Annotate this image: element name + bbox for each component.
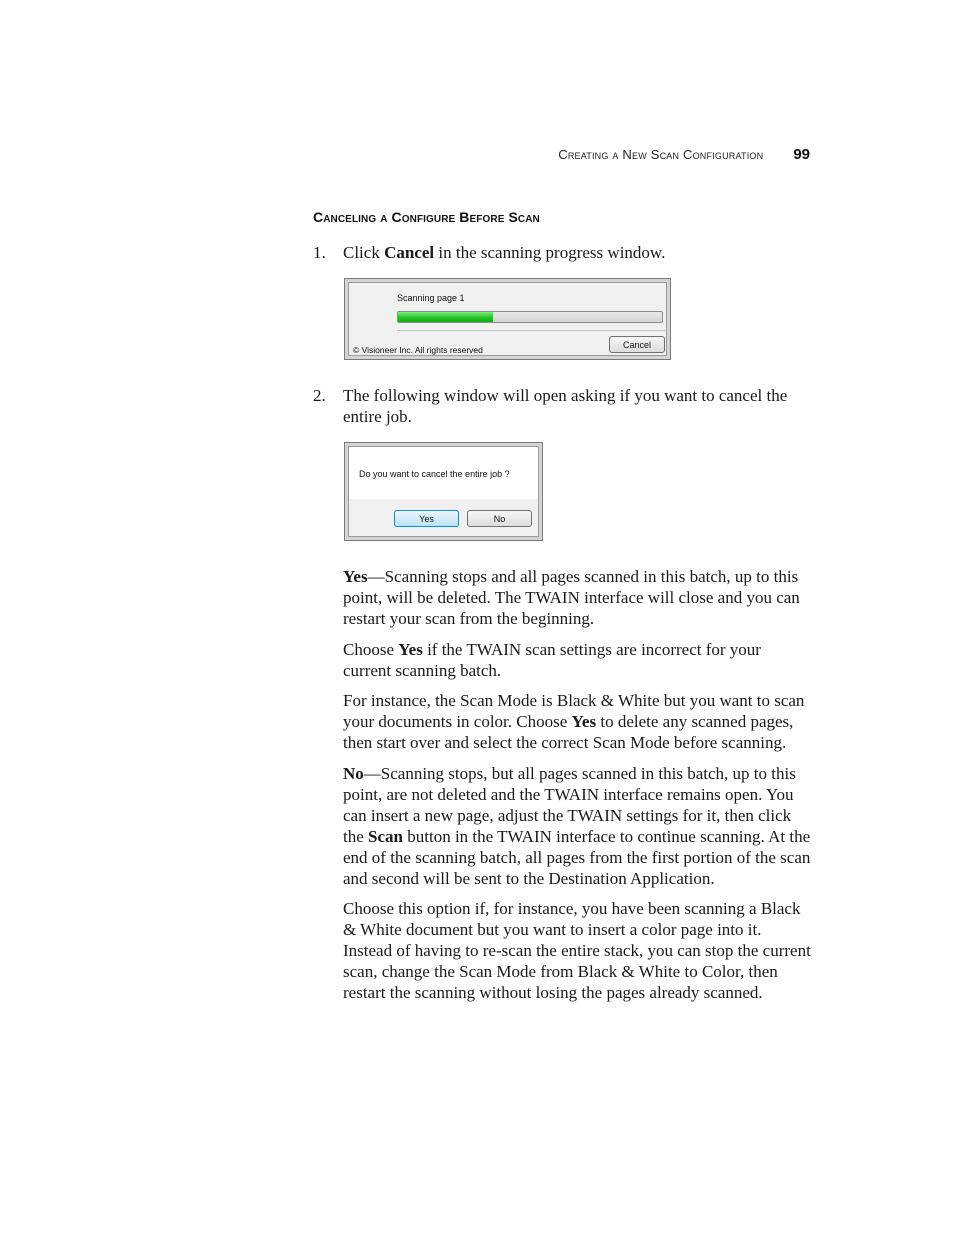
page-number: 99 [793,146,810,163]
step-number: 1. [313,243,326,262]
yes-button[interactable]: Yes [394,510,459,527]
cancel-job-dialog [344,442,543,541]
dialog-message: Do you want to cancel the entire job ? [359,469,510,479]
yes-emphasis: Yes [571,712,597,731]
dialog-message-area [349,447,538,499]
step-text: Click Cancel in the scanning progress window. [343,243,666,262]
cancel-emphasis: Cancel [384,243,435,262]
scanning-progress-window [344,278,671,360]
running-header [440,146,810,164]
running-title: Creating a New Scan Configuration [558,147,764,162]
yes-example-paragraph: For instance, the Scan Mode is Black & White but you want to scan your documents in color. Choose Yes to delete any scanned pages, then start over and select the correct Scan Mode before scanning. [343,691,805,752]
section-heading: Canceling a Configure Before Scan [313,209,540,225]
step-text: The following window will open asking if you want to cancel the entire job. [343,386,788,426]
scan-status-text: Scanning page 1 [397,293,465,303]
yes-emphasis: Yes [398,640,423,659]
cancel-button[interactable]: Cancel [609,336,665,353]
copyright-text: © Visioneer Inc. All rights reserved [353,345,483,355]
no-emphasis: No [343,764,364,783]
no-description: No—Scanning stops, but all pages scanned in this batch, up to this point, are not deleted and the TWAIN interface remains open. You can insert a new page, adjust the TWAIN settings for it, then click the Scan button in the TWAIN interface to continue scanning. At the end of the scanning batch, all pages from the first portion of the scan and second will be sent to the Destination Application. [343,764,811,888]
scan-progress-bar [397,311,663,323]
scan-progress-fill [398,312,493,322]
choose-yes-paragraph: Choose Yes if the TWAIN scan settings are incorrect for your current scanning batch. [343,640,761,680]
step-number: 2. [313,386,326,405]
divider [397,330,665,331]
no-button[interactable]: No [467,510,532,527]
no-example-paragraph: Choose this option if, for instance, you have been scanning a Black & White document but you want to insert a color page into it. Instead of having to re-scan the entire stack, you can stop the current scan, change the Scan Mode from Black & White to Color, then restart the scanning without losing the pages already scanned. [343,899,811,1002]
scan-emphasis: Scan [368,827,403,846]
yes-description: Yes—Scanning stops and all pages scanned in this batch, up to this point, will be deleted. The TWAIN interface will close and you can restart your scan from the beginning. [343,567,800,628]
yes-emphasis: Yes [343,567,368,586]
